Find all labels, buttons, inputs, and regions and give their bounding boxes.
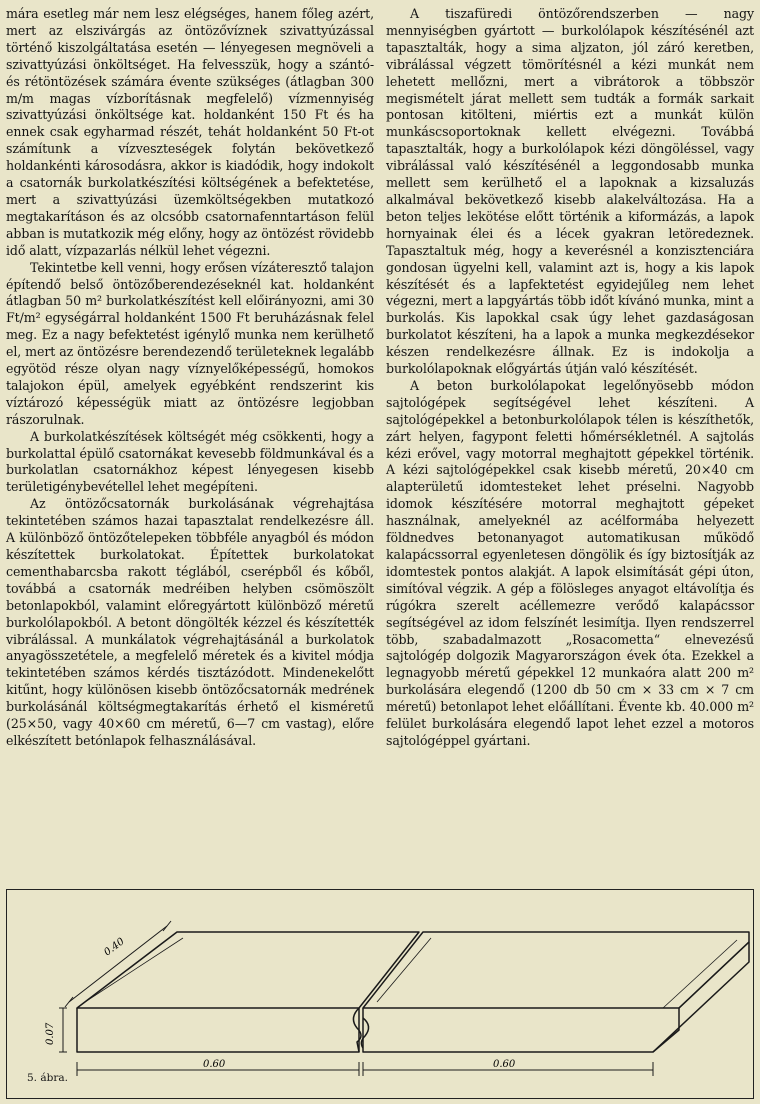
slab-drawing: [7, 890, 755, 1100]
paragraph: A beton burkolólapokat legelőnyösebb módon sajtológépek segítségével lehet készíteni. A sajtológépekkel a betonburkolólapok télen is készíthetők, zárt helyen, fagypont feletti hőmérsékletnél. A sajtolás kézi erővel, vagy motorral meghajtott gépekkel történik. A kézi sajtológépekkel csak kisebb méretű, 20×40 cm alapterületű idomtesteket lehet préselni. Nagyobb idomok készítésére motorral meghajtott gépeket használnak, amelyeknél az acélformába helyezett földnedves betonanyagot automatikusan működő kalapácssorral egyenletesen döngölik és így biztosítják az idomtestek pontos alakját. A lapok elsimítását gépi úton, simítóval végzik. A gép a fölösleges anyagot eltávolítja és rúgókra szerelt acéllemezre verődő kalapácssor segítségével az idom felszínét lesimítja. Ilyen rendszerrel több, szabadalmazott „Rosacometta“ elnevezésű sajtológép dolgozik Magyarországon évek óta. Ezekkel a legnagyobb méretű gépekkel 12 munkaóra alatt 200 m² burkolására elegendő (1200 db 50 cm × 33 cm × 7 cm méretű) betonlapot lehet előállítani. Évente kb. 40.000 m² felület burkolására elegendő lapot lehet ezzel a motoros sajtológéppel gyártani.: [386, 377, 754, 748]
left-slab-top: [77, 932, 419, 1008]
figure-caption: 5. ábra.: [27, 1072, 68, 1084]
dim-length-left-label: 0.60: [203, 1059, 226, 1070]
dim-width-label: 0.40: [102, 936, 127, 959]
paragraph: Az öntözőcsatornák burkolásának végrehajtása tekintetében számos hazai tapasztalat rendelkezésre áll. A különböző öntözőtelepeken többféle anyagból és módon készítettek burkolatokat. Építettek burkolatokat cementhabarcsba rakott téglából, cserépből és kőből, továbbá a csatornák medréiben helyben csömöszölt betonlapokból, valamint előregyártott különböző méretű burkolólapokból. A betont döngölték kézzel és készítették vibrálással. A munkálatok végrehajtásánál a burkolatok anyagösszetétele, a megfelelő méretek és a kivitel módja tekintetében számos kérdés tisztázódott. Mindenekelőtt kitűnt, hogy különösen kisebb öntözőcsatornák medrének burkolásánál költségmegtakarítás érhető el kisméretű (25×50, vagy 40×60 cm méretű, 6—7 cm vastag), előre elkészített betónlapok felhasználásával.: [6, 496, 374, 748]
dim-length-right-label: 0.60: [493, 1059, 516, 1070]
paragraph: mára esetleg már nem lesz elégséges, hanem főleg azért, mert az elszivárgás az öntözővíznek szivattyúzással történő kiszolgáltatása esetén — lényegesen megnöveli a szivattyúzási önköltséget. Ha felvesszük, hogy a szántó- és rétöntözések számára évente szükséges (átlagban 300 m/m magas vízborításnak megfelelő) vízmennyiség szivattyúzási önköltsége kat. holdanként 150 Ft és ha ennek csak egyharmad részét, tehát holdanként 50 Ft-ot számítunk a vízveszteségek folytán bekövetkező holdankénti károsodásra, akkor is kiadódik, hogy indokolt a csatornák burkolatkészítési költségének a befektetése, mert a szivattyúzási üzemköltségekben mutatkozó megtakarításon és az olcsóbb csatornafenntartáson felül abban is mutatkozik még előny, hogy az öntözést rövidebb idő alatt, vízpazarlás nélkül lehet végezni.: [6, 6, 374, 258]
figure-concrete-slabs: [6, 889, 754, 1099]
left-text-column: [6, 6, 374, 750]
paragraph: A tiszafüredi öntözőrendszerben — nagy mennyiségben gyártott — burkolólapok készítésénél azt tapasztalták, hogy a sima aljzaton, jól záró keretben, vibrálással végzett tömörítésnél a kézi munkát nem lehetett mellőzni, mert a vibrátorok a többször megismételt járat mellett sem tudták a formák sarkait pontosan kitölteni, miértis ezt a munkát külön munkáscsoportoknak kellett elvégezni. Továbbá tapasztalták, hogy a burkolólapok kézi döngöléssel, vagy vibrálással való készítésénél a leggondosabb munka mellett sem kerülhető el a lapoknak a kizsaluzás alkalmával bekövetkező kisebb alakelváltozása. Ha a beton teljes lekötése előtt történik a kiformázás, a lapok hornyainak élei és a lécek gyakran letöredeznek. Tapasztaltuk még, hogy a keverésnél a konzisztenciára gondosan ügyelni kell, valamint azt is, hogy a kis lapok készítését és a lapfektetést egyidejűleg nem lehet végezni, mert a lapgyártás több időt kívánó munka, mint a burkolás. Kis lapokkal csak úgy lehet gazdaságosan burkolatot készíteni, ha a lapok a munka megkezdésekor készen rendelkezésre állnak. Ez is indokolja a burkolólapoknak előgyártás útján való készítését.: [386, 6, 754, 377]
dim-height-label: 0.07: [45, 1022, 56, 1045]
right-slab-front: [363, 1008, 679, 1052]
paragraph: Tekintetbe kell venni, hogy erősen vízáteresztő talajon építendő belső öntözőberendezéseknél kat. holdanként átlagban 50 m² burkolatkészítést kell előirányozni, ami 30 Ft/m² egységárral holdanként 1500 Ft beruházásnak felel meg. Ez a nagy befektetést igénylő munka nem kerülhető el, mert az öntözésre berendezendő területeknek legalább egyötöd része olyan nagy víznyelőképességű, homokos talajokon épül, amelyek egyébként rendszerint kis víztározó képességük miatt az öntözésre legjobban rászorulnak.: [6, 259, 374, 427]
left-slab-front: [77, 1008, 359, 1052]
paragraph: A burkolatkészítések költségét még csökkenti, hogy a burkolattal épülő csatornákat kevesebb földmunkával és a burkolatlan csatornákhoz képest lényegesen kisebb területigénybevétellel lehet megépíteni.: [6, 428, 374, 495]
right-text-column: [386, 6, 754, 750]
